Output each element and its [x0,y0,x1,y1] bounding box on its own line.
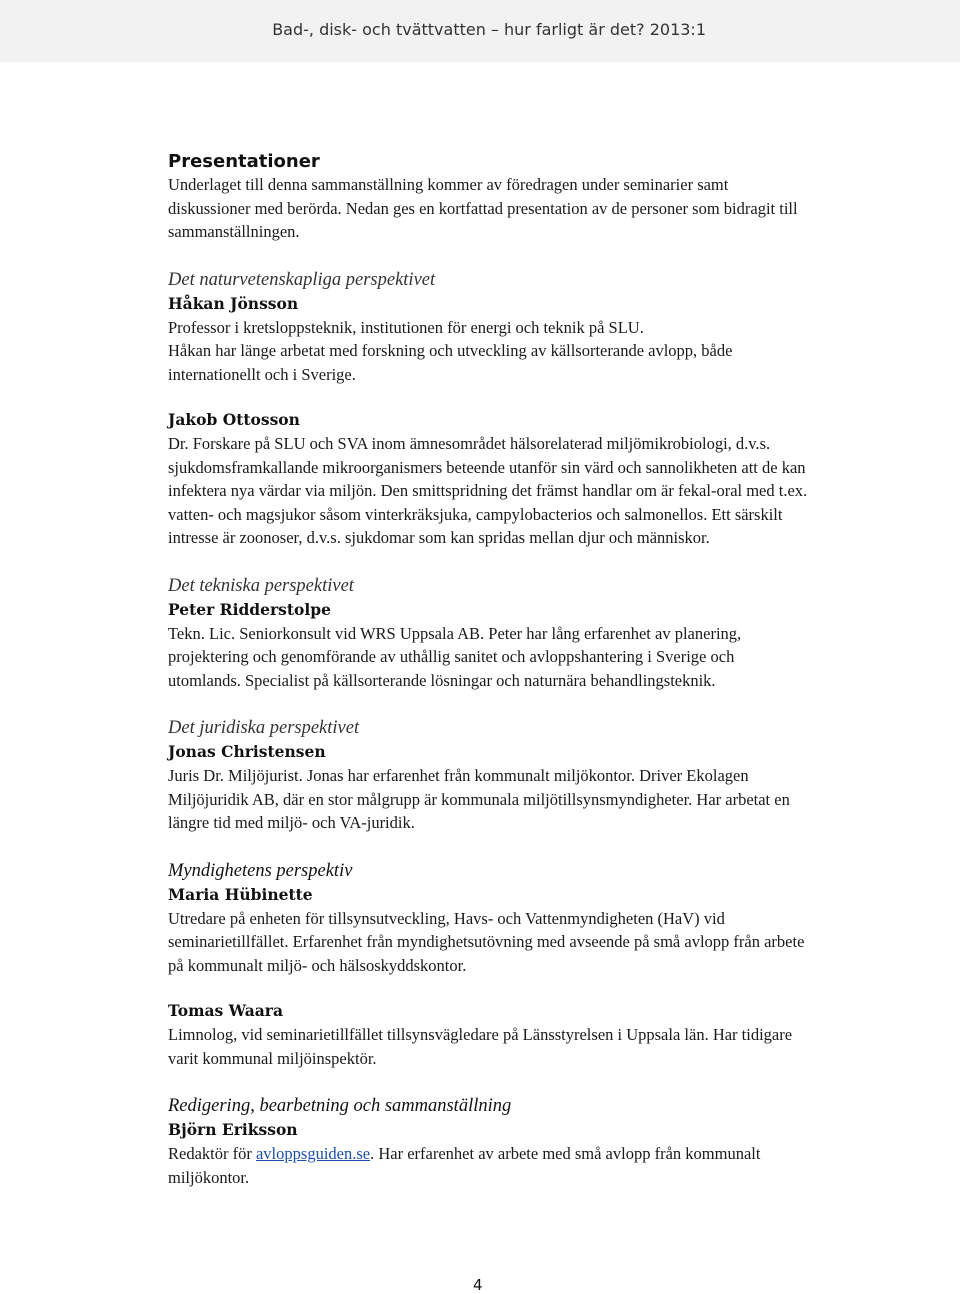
person-bio-bjorn-eriksson [168,1142,808,1189]
perspective-heading-editing: Redigering, bearbetning och sammanställning [168,1096,512,1116]
person-name-maria-hubinette: Maria Hübinette [168,884,313,904]
person-name-bjorn-eriksson: Björn Eriksson [168,1120,298,1139]
person-bio-peter-ridderstolpe: Tekn. Lic. Seniorkonsult vid WRS Uppsala AB. Peter har lång erfarenhet av planering, projektering och genomförande av uthållig sanitet och avloppshantering i Sverige och utomlands. Specialist på källsorterande lösningar och naturnära behandlingsteknik. [168,623,742,690]
header-title: Bad-, disk- och tvättvatten – hur farligt är det? 2013:1 [272,20,706,39]
bio-text-before-link: Redaktör för [168,1144,256,1163]
person-bio-tomas-waara: Limnolog, vid seminarietillfället tillsynsvägledare på Länsstyrelsen i Uppsala län. Har tidigare varit kommunal miljöinspektör. [168,1025,793,1068]
section-title: Presentationer [168,151,320,172]
perspective-heading-natural-science: Det naturvetenskapliga perspektivet [168,269,436,290]
person-name-jakob-ottosson: Jakob Ottosson [168,410,300,429]
person-bio-hakan-jonsson-title: Professor i kretsloppsteknik, institutionen för energi och teknik på SLU. [168,317,644,337]
person-bio-jakob-ottosson: Dr. Forskare på SLU och SVA inom ämnesområdet hälsorelaterad miljömikrobiologi, d.v.s. sjukdomsframkallande mikroorganismers beteende utanför sin värd och sannolikheten att de kan infektera nya värdar via miljön. Den smittspridning det främst handlar om är fekal-oral med t.ex. vatten- och magsjukor såsom vinterkräksjuka, campylobacterios och salmonellos. Ett särskilt intresse är zoonoser, d.v.s. sjukdomar som kan spridas mellan djur och människor. [168,434,808,547]
page-number: 4 [473,1276,483,1294]
page-header [0,0,960,62]
person-bio-jonas-christensen: Juris Dr. Miljöjurist. Jonas har erfarenhet från kommunalt miljökontor. Driver Ekolagen Miljöjuridik AB, där en stor målgrupp är kommunala miljötillsynsmyndigheter. Har arbetat en längre tid med miljö- och VA-juridik. [168,766,790,832]
intro-paragraph: Underlaget till denna sammanställning kommer av föredragen under seminarier samt diskussioner med berörda. Nedan ges en kortfattad presentation av de personer som bidragit till sammanställningen. [168,175,798,241]
perspective-heading-authority: Myndighetens perspektiv [168,860,353,881]
person-name-hakan-jonsson: Håkan Jönsson [168,293,299,313]
perspective-heading-legal: Det juridiska perspektivet [168,718,360,738]
bio-text-after-link: . Har erfarenhet av arbete med små avlopp från kommunalt miljökontor. [168,1144,761,1187]
document-body [168,150,808,1189]
person-name-peter-ridderstolpe: Peter Ridderstolpe [168,599,331,619]
person-name-tomas-waara: Tomas Waara [168,1001,284,1020]
person-name-jonas-christensen: Jonas Christensen [168,742,326,761]
person-bio-hakan-jonsson: Håkan har länge arbetat med forskning och utveckling av källsorterande avlopp, både internationellt och i Sverige. [168,341,733,384]
person-bio-maria-hubinette: Utredare på enheten för tillsynsutveckling, Havs- och Vattenmyndigheten (HaV) vid seminarietillfället. Erfarenhet från myndighetsutövning med avseende på små avlopp från arbete på kommunalt miljö- och hälsoskyddskontor. [168,908,805,975]
perspective-heading-technical: Det tekniska perspektivet [168,575,354,596]
avloppsguiden-link[interactable]: avloppsguiden.se [255,1144,371,1163]
